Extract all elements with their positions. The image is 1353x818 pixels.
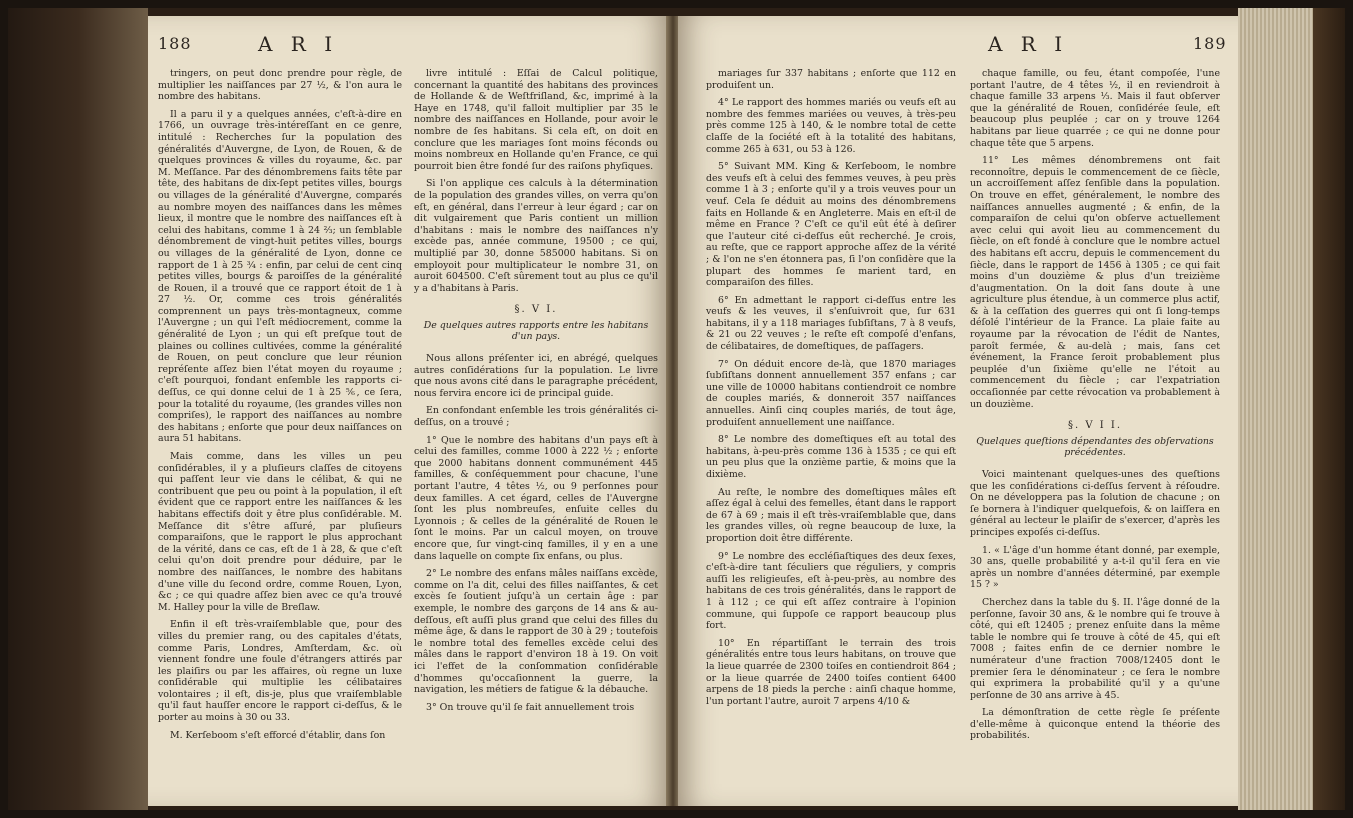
paragraph: Nous allons préſenter ici, en abrégé, quelques autres conſidérations ſur la population. Le livre que nous avons cité dans le paragraphe précédent, nous fervira encore ici de principal guide. bbox=[414, 353, 658, 399]
right-page-number: 189 bbox=[1193, 34, 1227, 53]
right-column-1 bbox=[706, 68, 956, 713]
paragraph: Au reſte, le nombre des domeſtiques mâles eſt aſſez égal à celui des femelles, étant dans le rapport de 67 à 69 ; mais il eſt très-vraiſemblable que, dans les grandes villes, où regne beaucoup de luxe, la proportion doit être différente. bbox=[706, 486, 956, 544]
paragraph: 10° En répartiſſant le terrain des trois généralités entre tous leurs habitans, on trouve que la lieue quarrée de 2300 toiſes en contiendroit 864 ; or la lieue quarrée de 2400 toiſes contient 6400 arpens de 18 pieds la perche : ainſi chaque homme, l'un portant l'autre, auroit 7 arpens 4/10 & bbox=[706, 637, 956, 707]
paragraph: Cherchez dans la table du §. II. l'âge donné de la perſonne, ſavoir 30 ans, & le nombre qui ſe trouve à côté, qui eſt 12405 ; prenez enſuite dans la même table le nombre qui ſe trouve à côté de 45, qui eſt 7008 ; faites enfin de ce dernier nombre le numérateur d'une fraction 7008/12405 dont le premier ſera le dénominateur ; ce ſera le nombre qui exprimera la probabilité qu'il y a qu'une perſonne de 30 ans arrive à 45. bbox=[970, 596, 1220, 701]
paragraph: 5° Suivant MM. King & Kerſeboom, le nombre des veufs eſt à celui des femmes veuves, à peu près comme 1 à 3 ; enſorte qu'il y a trois veuves pour un veuf. Cela ſe déduit au moins des dénombremens faits en Hollande & en Angleterre. Mais en eſt-il de même en France ? C'eſt ce qu'il eût été à deſirer que l'auteur cité ci-deſſus eût recherché. Je crois, au reſte, que ce rapport approche aſſez de la vérité ; & l'on ne s'en étonnera pas, ſi l'on conſidère que la plupart des hommes ſe marient tard, en comparaiſon des filles. bbox=[706, 161, 956, 289]
section-subtitle: Quelques queſtions dépendantes des obſervations précédentes. bbox=[976, 435, 1214, 459]
paragraph: 11° Les mêmes dénombremens ont fait reconnoître, depuis le commencement de ce ſiècle, un accroiſſement aſſez ſenſible dans la population. On trouve en effet, généralement, le nombre des naiſſances annuelles augmenté ; & enfin, de la comparaiſon de celui qu'on obſerve actuellement avec celui qui avoit lieu au commencement du ſiècle, on eſt fondé à conclure que le nombre actuel des habitans eſt accru, depuis le commencement du ſiècle, dans le rapport de 1456 à 1305 ; ce qui fait moins d'un douzième & plus d'un treizième d'augmentation. On la doit ſans doute à une agriculture plus étendue, à un commerce plus actif, & à la ceſſation des guerres qui ont ſi long-temps déſolé l'intérieur de la France. La plaie faite au royaume par la révocation de l'édit de Nantes, paroît fermée, & au-delà ; mais, ſans cet événement, la France ſeroit probablement plus peuplée d'un ſixième qu'elle ne l'étoit au commencement du ſiècle ; car l'expatriation occaſionnée par cette révocation va probablement à un douzième. bbox=[970, 155, 1220, 410]
paragraph: Mais comme, dans les villes un peu conſidérables, il y a pluſieurs claſſes de citoyens qui paſſent leur vie dans le célibat, & qui ne contribuent que peu ou point à la population, il eſt évident que ce rapport entre les naiſſances & les habitans effectifs doit y être plus conſidérable. M. Meſſance dit s'être aſſuré, par pluſieurs comparaiſons, que le rapport le plus approchant de la vérité, dans ce cas, eſt de 1 à 28, & que c'eſt celui qu'on doit prendre pour déduire, par le nombre des naiſſances, le nombre des habitans d'une ville du ſecond ordre, comme Rouen, Lyon, &c ; ce qui quadre aſſez bien avec ce qu'a trouvé M. Halley pour la ville de Breſlaw. bbox=[158, 451, 402, 613]
book bbox=[8, 8, 1345, 810]
paragraph: 1° Que le nombre des habitans d'un pays eſt à celui des familles, comme 1000 à 222 ½ ; enſorte que 2000 habitans donnent communément 445 familles, & conſéquemment pour chacune, l'une portant l'autre, 4 têtes ½, ou 9 perſonnes pour deux familles. A cet égard, celles de l'Auvergne ſont les plus nombreuſes, enſuite celles du Lyonnois ; & celles de la généralité de Rouen le ſont le moins. Par un calcul moyen, on trouve encore que, ſur vingt-cinq familles, il y en a une dans laquelle on compte ſix enfans, ou plus. bbox=[414, 434, 658, 562]
paragraph: 7° On déduit encore de-là, que 1870 mariages ſubſiſtans donnent annuellement 357 enfans ; car une ville de 10000 habitans contiendroit ce nombre de couples mariés, & donneroit 357 naiſſances annuelles. Ainſi cinq couples mariés, de tout âge, produiſent annuellement une naiſſance. bbox=[706, 358, 956, 428]
right-header bbox=[678, 34, 1238, 64]
book-cover-right bbox=[1313, 8, 1345, 810]
paragraph: Voici maintenant quelques-unes des queſtions que les conſidérations ci-deſſus ſervent à réſoudre. On ne développera pas la ſolution de chacune ; on ſe bornera à l'indiquer quelquefois, & on laiſſera en général au lecteur le plaiſir de s'exercer, d'après les principes expoſés ci-deſſus. bbox=[970, 469, 1220, 538]
paragraph: 1. « L'âge d'un homme étant donné, par exemple, 30 ans, quelle probabilité y a-t-il qu'il ſera en vie après un nombre d'années déterminé, par exemple 15 ? » bbox=[970, 544, 1220, 591]
paragraph: M. Kerſeboom s'eſt efforcé d'établir, dans ſon bbox=[170, 729, 386, 741]
paragraph: 4° Le rapport des hommes mariés ou veufs eſt au nombre des femmes mariées ou veuves, à très-peu près comme 125 à 140, & le nombre total de cette claſſe de la ſociété eſt à la totalité des habitans, comme 265 à 631, ou 53 à 126. bbox=[706, 97, 956, 155]
paragraph: Il a paru il y a quelques années, c'eſt-à-dire en 1766, un ouvrage très-intéreſſant en ce genre, intitulé : Recherches ſur la population des généralités d'Auvergne, de Lyon, de Rouen, & de quelques provinces & villes du royaume, &c. par M. Meſſance. Par des dénombremens faits tête par tête, des habitans de dix-ſept petites villes, bourgs ou villages de la généralité d'Auvergne, comparés au nombre moyen des naiſſances dans les mêmes lieux, il montre que le nombre des naiſſances eſt à celui des habitans, comme 1 à 24 ⅔; un ſemblable dénombrement de vingt-huit petites villes, bourgs ou villages de la généralité de Lyon, donne ce rapport de 1 à 25 ¾ : enfin, par celui de cent cinq petites villes, bourgs & paroiſſes de la généralité de Rouen, il a trouvé que ce rapport étoit de 1 à 27 ½. Or, comme ces trois généralités comprennent un pays très-montagneux, comme l'Auvergne ; un qui l'eſt médiocrement, comme la généralité de Lyon ; un qui eſt preſque tout de plaines ou collines cultivées, comme la généralité de Rouen, on peut conclure que leur réunion repréſente aſſez bien l'état moyen du royaume ; c'eſt pourquoi, fondant enſemble les rapports ci-deſſus, ce qui donne celui de 1 à 25 ⅚, ce ſera, pour la totalité du royaume, (les grandes villes non compriſes), le rapport des naiſſances au nombre des habitans ; enſorte que pour deux naiſſances on aura 51 habitans. bbox=[158, 108, 402, 445]
right-running-head: A R I bbox=[988, 32, 1069, 56]
paragraph: La démonſtration de cette règle ſe préſente d'elle-même à quiconque entend la théorie des probabilités. bbox=[970, 707, 1220, 742]
paragraph: 8° Le nombre des domeſtiques eſt au total des habitans, à-peu-près comme 136 à 1535 ; ce qui eſt un peu plus que la onzième partie, & moins que la dixième. bbox=[706, 434, 956, 480]
left-page-number: 188 bbox=[158, 34, 192, 53]
left-header bbox=[148, 34, 668, 64]
paragraph: Enfin il eſt très-vraiſemblable que, pour des villes du premier rang, ou des capitales d'états, comme Paris, Londres, Amſterdam, &c. où viennent fondre une foule d'étrangers attirés par les plaiſirs ou par les affaires, où regne un luxe conſidérable qui multiplie les célibataires volontaires ; il eſt, dis-je, plus que vraiſemblable qu'il faut hauſſer encore le rapport ci-deſſus, & le porter au moins à 30 ou 33. bbox=[158, 619, 402, 724]
paragraph: 2° Le nombre des enfans mâles naiſſans excède, comme on l'a dit, celui des filles naiſſantes, & cet excès ſe ſoutient juſqu'à un certain âge : par exemple, le nombre des garçons de 14 ans & au-deſſous, eſt auſſi plus grand que celui des filles du même âge, & dans le rapport de 30 à 29 ; toutefois le nombre total des femelles excède celui des mâles dans le rapport d'environ 18 à 19. On voit ici l'effet de la conſommation conſidérable d'hommes qu'occaſionnent la guerre, la navigation, les métiers de fatigue & la débauche. bbox=[414, 568, 658, 696]
left-running-head: A R I bbox=[258, 32, 339, 56]
section-heading: §. V I. bbox=[514, 304, 558, 316]
left-page bbox=[148, 16, 668, 806]
left-column-2 bbox=[414, 68, 658, 719]
paragraph: 3° On trouve qu'il ſe fait annuellement trois bbox=[426, 701, 635, 713]
right-page bbox=[678, 16, 1238, 806]
section-subtitle: De quelques autres rapports entre les habitans d'un pays. bbox=[423, 319, 649, 343]
paragraph: En confondant enſemble les trois généralités ci-deſſus, on a trouvé ; bbox=[414, 405, 658, 429]
paragraph: tringers, on peut donc prendre pour règle, de multiplier les naiſſances par 27 ½, & l'on aura le nombre des habitans. bbox=[158, 68, 402, 103]
right-column-2 bbox=[970, 68, 1220, 748]
paragraph: Si l'on applique ces calculs à la détermination de la population des grandes villes, on verra qu'on eſt, en général, dans l'erreur à leur égard ; car on dit vulgairement que Paris contient un million d'habitans : mais le nombre des naiſſances n'y excède pas, année commune, 19500 ; ce qui, multiplié par 30, donne 585000 habitans. Si on employoit pour multiplicateur le nombre 31, on auroit 604500. C'eſt sûrement tout au plus ce qu'il y a d'habitans à Paris. bbox=[414, 178, 658, 294]
section-heading: §. V I I. bbox=[1067, 420, 1122, 432]
paragraph: 9° Le nombre des eccléſiaſtiques des deux ſexes, c'eſt-à-dire tant ſéculiers que réguliers, y compris auſſi les religieuſes, eſt à-peu-près, au nombre des habitans de ces trois généralités, dans le rapport de 1 à 112 ; ce qui eſt aſſez contraire à l'opinion commune, qui ſuppoſe ce rapport beaucoup plus fort. bbox=[706, 550, 956, 632]
paragraph: 6° En admettant le rapport ci-deſſus entre les veufs & les veuves, il s'enſuivroit que, ſur 631 habitans, il y a 118 mariages ſubſiſtans, 7 à 8 veufs, & 21 ou 22 veuves ; le reſte eſt compoſé d'enfans, de célibataires, de domeſtiques, de paſſagers. bbox=[706, 294, 956, 353]
paragraph: chaque famille, ou feu, étant compoſée, l'une portant l'autre, de 4 têtes ½, il en reviendroit à chaque famille 33 arpens ⅓. Mais il faut obſerver que la généralité de Rouen, conſidérée ſeule, eſt beaucoup plus peuplée ; car on y trouve 1264 habitans par lieue quarrée ; ce qui ne donne pour chaque tête que 5 arpens. bbox=[970, 68, 1220, 149]
paragraph: mariages ſur 337 habitans ; enſorte que 112 en produiſent un. bbox=[706, 68, 956, 91]
book-cover-left bbox=[8, 8, 148, 810]
paragraph: livre intitulé : Eſſai de Calcul politique, concernant la quantité des habitans des provinces de Hollande & de Weſtfriſland, &c, imprimé à la Haye en 1748, qu'il falloit multiplier par 35 le nombre des naiſſances en Hollande, pour avoir le nombre de ſes habitans. Si cela eſt, on doit en conclure que les mariages ſont moins féconds ou moins nombreux en Hollande qu'en France, ce qui pourroit bien être fondé ſur des raiſons phyſiques. bbox=[414, 68, 658, 172]
left-column-1 bbox=[158, 68, 402, 747]
